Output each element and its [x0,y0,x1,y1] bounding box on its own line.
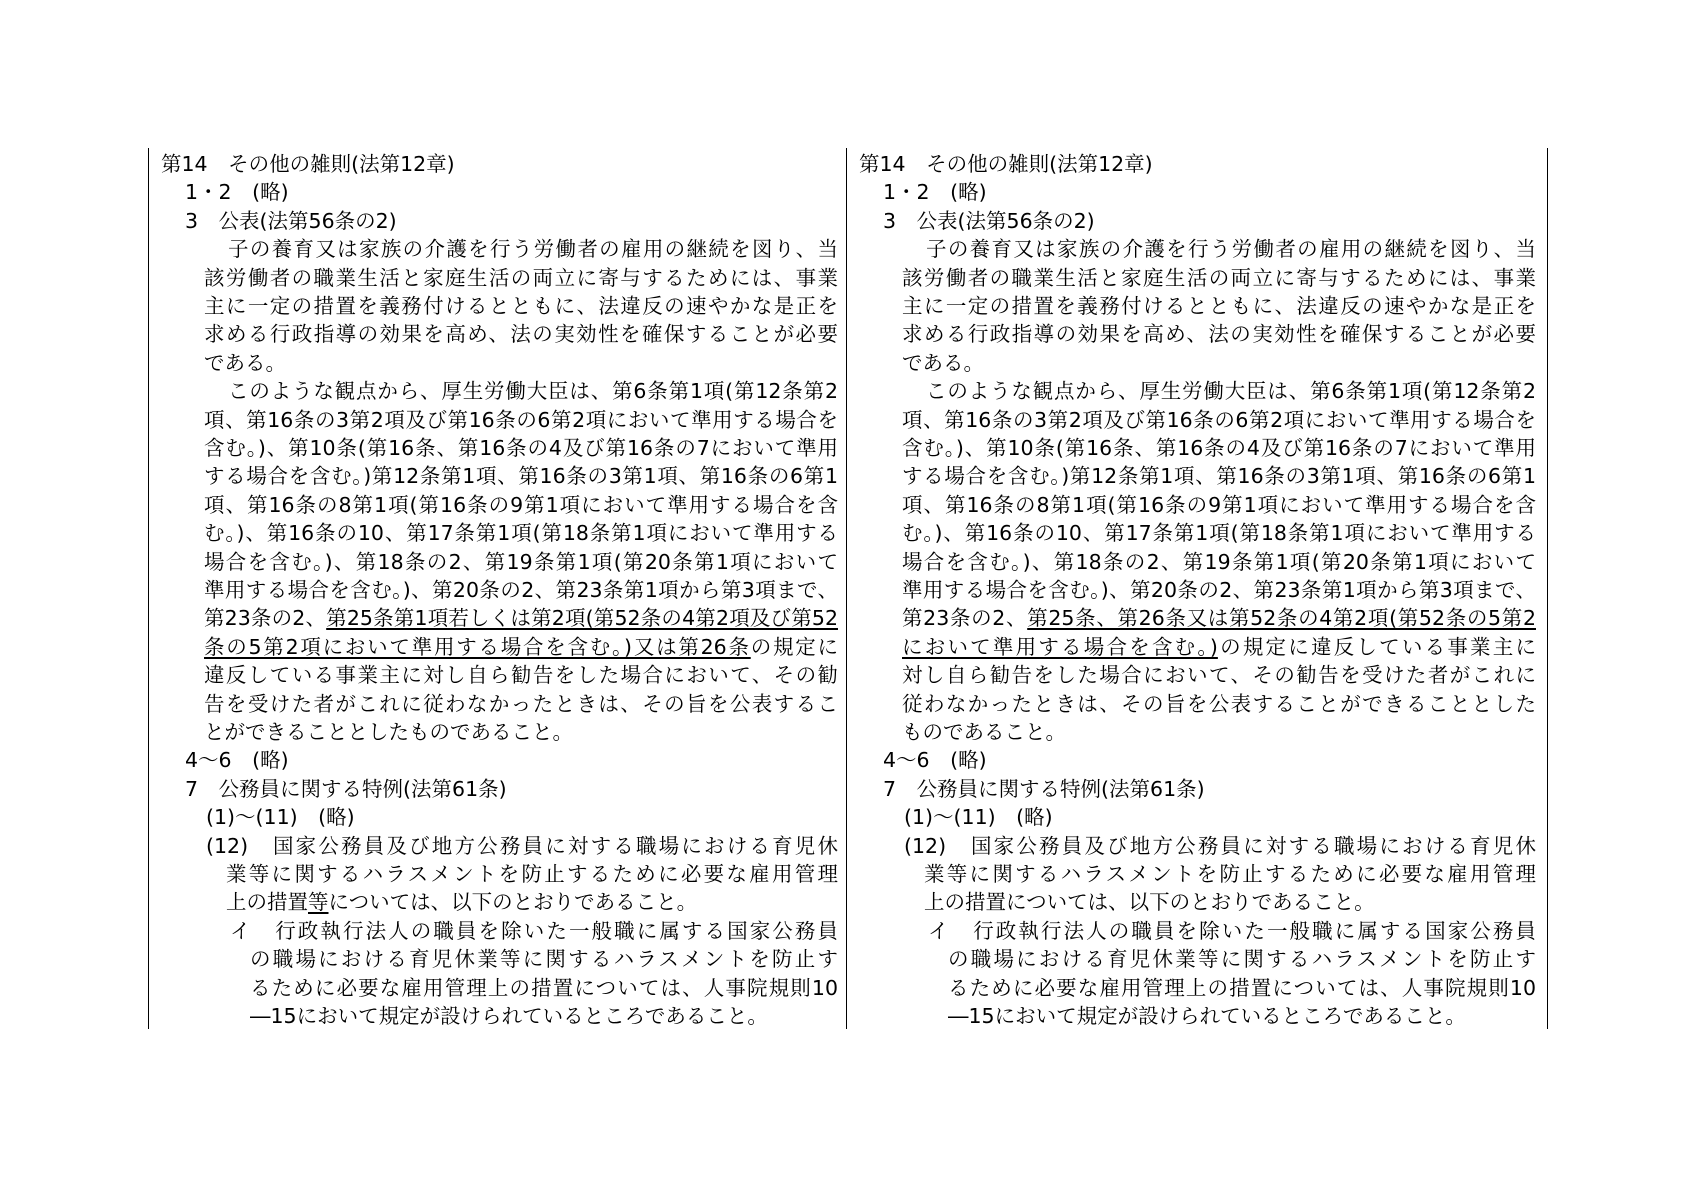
text-line [883,207,1095,235]
text-line [928,917,1536,945]
text-segment: 該労働者の職業生活と家庭生活の両立に寄与するためには、事業 [902,265,1536,290]
text-segment: 上の措置 [226,890,308,915]
text-line [228,377,838,405]
text-line [206,803,355,831]
text-segment: 子の養育又は家族の介護を行う労働者の雇用の継続を図り、当 [926,237,1536,262]
text-line [204,292,838,320]
text-line [948,945,1536,973]
text-segment: 準用する場合を含む。)、第20条の2、第23条第1項から第3項まで、 [902,578,1536,602]
text-segment: 4～6 (略) [185,748,289,773]
text-segment: 第23条の2、 [902,606,1028,631]
text-line [902,406,1536,434]
text-segment: 7 公務員に関する特例(法第61条) [185,776,507,801]
text-segment: の規定に [750,634,838,659]
text-segment: 主に一定の措置を義務付けるとともに、法違反の速やかな是正を [204,294,838,318]
text-line [904,803,1053,831]
text-line [902,718,1066,746]
text-segment: ものであること。 [902,720,1066,744]
text-segment: 7 公務員に関する特例(法第61条) [883,776,1205,801]
text-segment: 項、第16条の8第1項(第16条の9第1項において準用する場合を含 [204,492,838,517]
text-segment: イ 行政執行法人の職員を除いた一般職に属する国家公務員 [928,918,1536,943]
text-line [948,1002,1466,1030]
text-line [185,775,507,803]
text-segment: 告を受けた者がこれに従わなかったときは、その旨を公表するこ [204,691,838,716]
text-segment: るために必要な雇用管理上の措置については、人事院規則10 [250,975,838,1000]
text-line [902,661,1536,689]
text-line [926,377,1536,405]
text-line [204,519,838,547]
amended-text: 条の5第2項において準用する場合を含む。)又は第26条 [204,634,751,659]
text-line [902,604,1536,632]
text-segment: とができることとしたものであること。 [204,720,573,744]
text-segment: 主に一定の措置を義務付けるとともに、法違反の速やかな是正を [902,294,1536,318]
text-line [204,491,838,519]
text-line [902,349,984,377]
text-segment: する場合を含む。)第12条第1項、第16条の3第1項、第16条の6第1 [902,464,1536,489]
text-segment: (1)～(11) (略) [206,805,355,830]
text-segment: 上の措置については、以下のとおりであること。 [924,890,1375,915]
text-segment: るために必要な雇用管理上の措置については、人事院規則10 [948,975,1536,1000]
text-line [206,832,838,860]
text-line [204,462,838,490]
text-line [902,519,1536,547]
text-segment: の職場における育児休業等に関するハラスメントを防止す [250,947,838,972]
text-line [204,320,838,348]
text-segment: ―15において規定が設けられているところであること。 [948,1004,1466,1028]
text-line [204,661,838,689]
text-line [185,178,289,206]
text-line [902,462,1536,490]
text-segment: 含む。)、第10条(第16条、第16条の4及び第16条の7において準用 [204,436,838,460]
text-segment: 求める行政指導の効果を高め、法の実効性を確保することが必要 [204,322,838,347]
text-line [204,548,838,576]
text-line [948,974,1536,1002]
text-line [226,888,697,916]
text-segment: 1・2 (略) [883,180,987,205]
text-line [859,150,1153,178]
text-segment: イ 行政執行法人の職員を除いた一般職に属する国家公務員 [230,918,838,943]
text-line [250,1002,768,1030]
text-segment: 第14 その他の雑則(法第12章) [859,152,1153,176]
text-line [902,491,1536,519]
text-line [902,548,1536,576]
text-segment: 対し自ら勧告をした場合において、その勧告を受けた者がこれに [902,663,1536,688]
text-segment: (1)～(11) (略) [904,805,1053,830]
text-segment: の規定に違反している事業主に [1217,634,1536,659]
text-segment: 第14 その他の雑則(法第12章) [161,152,455,176]
text-line [204,434,838,462]
text-line [204,349,286,377]
text-line [204,718,573,746]
text-line [902,292,1536,320]
text-line [902,633,1536,661]
text-line [902,320,1536,348]
amended-text: において準用する場合を含む。) [902,634,1218,659]
amended-text: 第25条、第26条又は第52条の4第2項(第52条の5第2 [1027,606,1536,631]
text-segment: 違反している事業主に対し自ら勧告をした場合において、その勧 [204,663,838,688]
column-old-text [846,148,1548,1029]
text-line [228,235,838,263]
text-line [226,860,838,888]
text-segment: 求める行政指導の効果を高め、法の実効性を確保することが必要 [902,322,1536,347]
text-line [924,860,1536,888]
text-line [204,633,838,661]
text-segment: 項、第16条の3第2項及び第16条の6第2項において準用する場合を [204,407,838,432]
text-line [902,264,1536,292]
text-line [902,434,1536,462]
text-line [185,746,289,774]
text-segment: このような観点から、厚生労働大臣は、第6条第1項(第12条第2 [926,379,1536,404]
text-line [204,604,838,632]
text-line [185,207,397,235]
text-segment: 4～6 (略) [883,748,987,773]
text-line [926,235,1536,263]
text-segment: 業等に関するハラスメントを防止するために必要な雇用管理 [226,862,838,886]
text-segment: 場合を含む。)、第18条の2、第19条第1項(第20条第1項において [204,549,838,574]
text-line [904,832,1536,860]
text-segment: である。 [204,350,286,375]
text-segment: 第23条の2、 [204,606,327,631]
text-segment: については、以下のとおりであること。 [328,890,698,915]
text-segment: する場合を含む。)第12条第1項、第16条の3第1項、第16条の6第1 [204,464,838,489]
text-segment: 3 公表(法第56条の2) [185,208,397,233]
text-line [204,576,838,604]
text-line [204,406,838,434]
text-line [924,888,1375,916]
text-line [902,690,1536,718]
text-segment: (12) 国家公務員及び地方公務員に対する職場における育児休 [904,833,1536,858]
text-line [883,746,987,774]
text-segment: ―15において規定が設けられているところであること。 [250,1004,768,1028]
text-line [883,775,1205,803]
text-segment: 場合を含む。)、第18条の2、第19条第1項(第20条第1項において [902,549,1536,574]
text-segment: 業等に関するハラスメントを防止するために必要な雇用管理 [924,862,1536,886]
text-segment: 該労働者の職業生活と家庭生活の両立に寄与するためには、事業 [204,265,838,290]
text-segment: 項、第16条の8第1項(第16条の9第1項において準用する場合を含 [902,492,1536,517]
text-segment: である。 [902,350,984,375]
text-segment: 子の養育又は家族の介護を行う労働者の雇用の継続を図り、当 [228,237,838,262]
text-segment: 従わなかったときは、その旨を公表することができることとした [902,691,1536,716]
text-line [250,974,838,1002]
amended-text: 等 [308,890,329,915]
text-line [250,945,838,973]
text-segment: 項、第16条の3第2項及び第16条の6第2項において準用する場合を [902,407,1536,432]
text-segment: 含む。)、第10条(第16条、第16条の4及び第16条の7において準用 [902,436,1536,460]
text-segment: 準用する場合を含む。)、第20条の2、第23条第1項から第3項まで、 [204,578,838,602]
text-line [161,150,455,178]
text-segment: む。)、第16条の10、第17条第1項(第18条第1項において準用する [902,521,1536,546]
column-new-text [148,148,847,1029]
text-segment: (12) 国家公務員及び地方公務員に対する職場における育児休 [206,833,838,858]
text-line [230,917,838,945]
text-line [204,690,838,718]
text-line [204,264,838,292]
text-segment: の職場における育児休業等に関するハラスメントを防止す [948,947,1536,972]
text-segment: このような観点から、厚生労働大臣は、第6条第1項(第12条第2 [228,379,838,404]
text-line [902,576,1536,604]
text-segment: 1・2 (略) [185,180,289,205]
amended-text: 第25条第1項若しくは第2項(第52条の4第2項及び第52 [326,606,838,631]
text-line [883,178,987,206]
text-segment: 3 公表(法第56条の2) [883,208,1095,233]
text-segment: む。)、第16条の10、第17条第1項(第18条第1項において準用する [204,521,838,546]
